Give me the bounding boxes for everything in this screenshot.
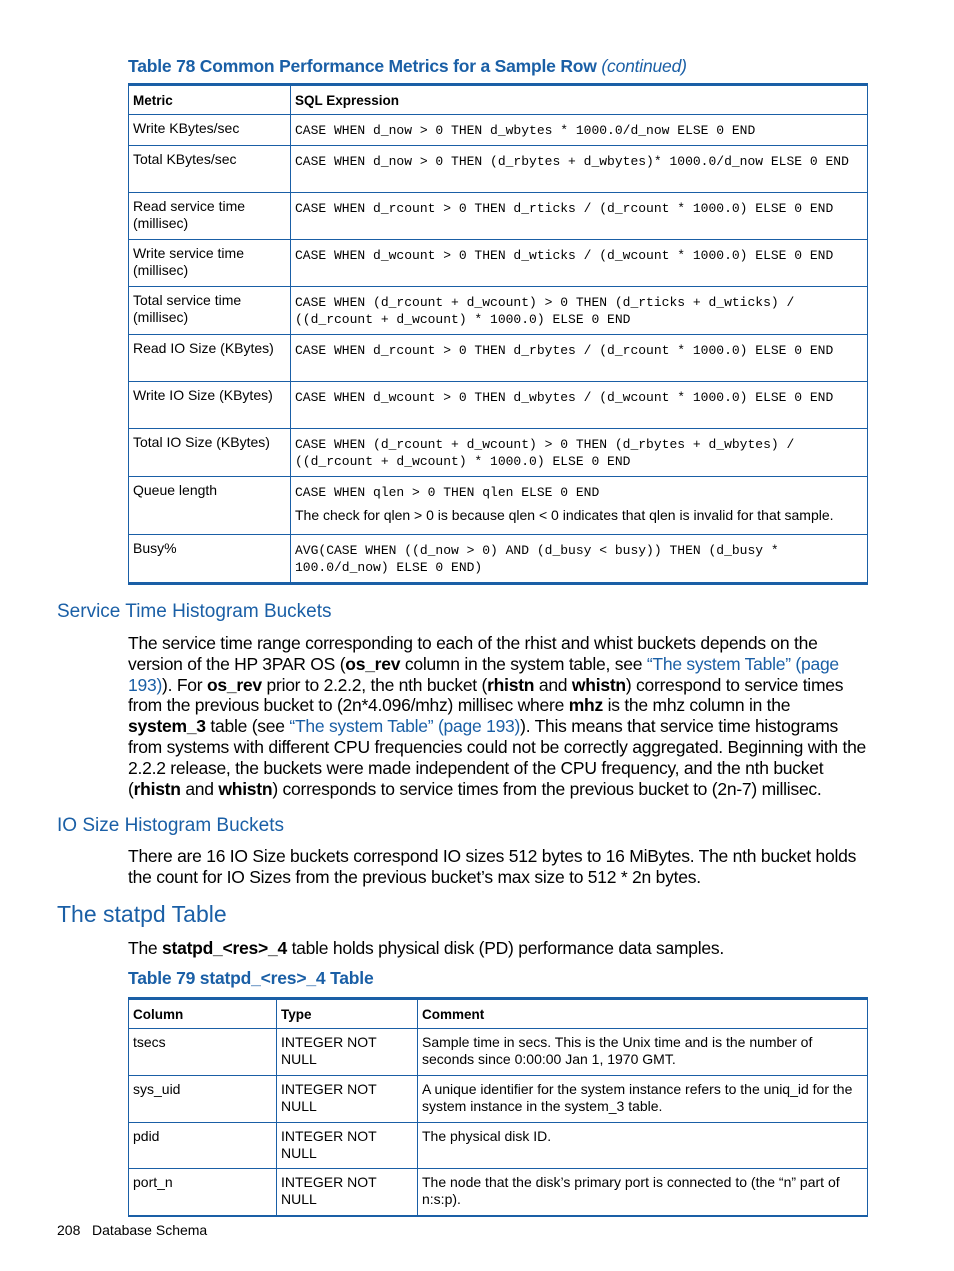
metric-cell: Total IO Size (KBytes) [129, 429, 291, 477]
table78-continued: (continued) [601, 56, 687, 76]
sql-cell: CASE WHEN d_wcount > 0 THEN d_wticks / (d_wcount * 1000.0) ELSE 0 END [291, 240, 868, 287]
text-run: and [180, 778, 219, 799]
table-row [129, 115, 868, 146]
text-run: prior to 2.2.2, the nth bucket ( [261, 674, 488, 695]
text-run: ) corresponds to service times from the previous bucket to (2n-7) millisec. [272, 778, 822, 799]
table-row [129, 240, 868, 287]
table79-caption: Table 79 statpd_<res>_4 Table [128, 968, 374, 988]
sql-cell: CASE WHEN d_now > 0 THEN (d_rbytes + d_wbytes)* 1000.0/d_now ELSE 0 END [291, 146, 868, 193]
page-number: 208 [57, 1222, 81, 1238]
bold-term: os_rev [345, 653, 401, 674]
text-run: The service time range corresponding to each of the rhist and whist buckets depends on the version of the HP 3PAR OS ( [128, 633, 818, 674]
sql-cell: CASE WHEN d_rcount > 0 THEN d_rbytes / (d_rcount * 1000.0) ELSE 0 END [291, 335, 868, 382]
comment-cell: The physical disk ID. [418, 1123, 868, 1169]
io-size-heading: IO Size Histogram Buckets [57, 815, 285, 836]
table79-header-column: Column [129, 999, 277, 1029]
table78-header-row [129, 85, 868, 115]
text-run: and [534, 674, 572, 695]
table79 [128, 997, 868, 1217]
bold-term: os_rev [206, 674, 262, 695]
sql-cell: CASE WHEN d_now > 0 THEN d_wbytes * 1000.0/d_now ELSE 0 END [291, 115, 868, 146]
sql-cell: CASE WHEN d_rcount > 0 THEN d_rticks / (d_rcount * 1000.0) ELSE 0 END [291, 193, 868, 240]
table-row [129, 1029, 868, 1076]
metric-cell: Read IO Size (KBytes) [129, 335, 291, 382]
table-row [129, 477, 868, 535]
table79-header-comment: Comment [418, 999, 868, 1029]
sql-cell: CASE WHEN d_wcount > 0 THEN d_wbytes / (d_wcount * 1000.0) ELSE 0 END [291, 382, 868, 429]
bold-term: rhistn [487, 674, 535, 695]
bold-term: statpd_<res>_4 [162, 938, 287, 958]
metric-cell: Total KBytes/sec [129, 146, 291, 193]
column-cell: sys_uid [129, 1076, 277, 1123]
text-run: is the mhz column in the [602, 695, 791, 716]
table78-header-sql: SQL Expression [291, 85, 868, 115]
table-row [129, 1076, 868, 1123]
table78 [128, 83, 868, 585]
column-cell: port_n [129, 1169, 277, 1216]
table79-header-row [129, 999, 868, 1029]
sql-text: CASE WHEN qlen > 0 THEN qlen ELSE 0 END [295, 485, 600, 500]
table-row [129, 287, 868, 335]
table79-header-type: Type [277, 999, 418, 1029]
text-run: table (see [205, 716, 290, 737]
table-row [129, 1123, 868, 1169]
comment-cell: Sample time in secs. This is the Unix time and is the number of seconds since 0:00:00 Jan 1, 1970 GMT. [418, 1029, 868, 1076]
text-run: ) correspond to service times from the previous bucket to (2n*4.096/mhz) millisec where [128, 674, 844, 716]
bold-term: whistn [218, 778, 273, 799]
page-footer [57, 1222, 207, 1238]
table-row [129, 382, 868, 429]
system-table-link[interactable]: “The system Table” (page 193) [128, 653, 839, 695]
bold-term: mhz [568, 695, 603, 716]
statpd-paragraph [128, 938, 870, 959]
table-row [129, 193, 868, 240]
metric-cell: Queue length [129, 477, 291, 535]
table78-header-metric: Metric [129, 85, 291, 115]
table-row [129, 146, 868, 193]
metric-cell: Write KBytes/sec [129, 115, 291, 146]
metric-cell: Write IO Size (KBytes) [129, 382, 291, 429]
text-run: table holds physical disk (PD) performance data samples. [286, 938, 725, 958]
type-cell: INTEGER NOT NULL [277, 1123, 418, 1169]
sql-cell: CASE WHEN (d_rcount + d_wcount) > 0 THEN (d_rticks + d_wticks) / ((d_rcount + d_wcount) * 1000.0) ELSE 0 END [291, 287, 868, 335]
type-cell: INTEGER NOT NULL [277, 1169, 418, 1216]
table78-caption-text: Table 78 Common Performance Metrics for a Sample Row [128, 56, 597, 76]
table78-caption [128, 56, 687, 77]
column-cell: pdid [129, 1123, 277, 1169]
metric-cell: Write service time (millisec) [129, 240, 291, 287]
footer-section: Database Schema [92, 1222, 208, 1238]
service-time-paragraph [128, 633, 870, 799]
table-row [129, 429, 868, 477]
sql-cell: AVG(CASE WHEN ((d_now > 0) AND (d_busy < busy)) THEN (d_busy * 100.0/d_now) ELSE 0 END) [291, 535, 868, 584]
table-row [129, 1169, 868, 1216]
metric-cell: Busy% [129, 535, 291, 584]
text-run: column in the system table, see [400, 653, 647, 674]
statpd-heading: The statpd Table [57, 901, 227, 927]
metric-cell: Read service time (millisec) [129, 193, 291, 240]
table-row [129, 335, 868, 382]
type-cell: INTEGER NOT NULL [277, 1029, 418, 1076]
text-run: ). For [162, 674, 207, 695]
bold-term: whistn [571, 674, 626, 695]
text-run: The [128, 938, 163, 958]
table-row [129, 535, 868, 584]
system-table-link[interactable]: “The system Table” (page 193) [289, 716, 521, 737]
comment-cell: The node that the disk’s primary port is connected to (the “n” part of n:s:p). [418, 1169, 868, 1216]
metric-cell: Total service time (millisec) [129, 287, 291, 335]
service-time-heading: Service Time Histogram Buckets [57, 601, 332, 622]
io-size-paragraph: There are 16 IO Size buckets correspond IO sizes 512 bytes to 16 MiBytes. The nth bucket holds the count for IO Sizes from the previous bucket’s max size to 512 * 2n bytes. [128, 846, 857, 887]
bold-term: system_3 [128, 716, 206, 737]
sql-cell [291, 477, 868, 535]
type-cell: INTEGER NOT NULL [277, 1076, 418, 1123]
text-run: ). This means that service time histograms from systems with different CPU frequencies could not be correctly aggregated. Beginning with the 2.2.2 release, the buckets were made independent of the CPU frequency, and the nth bucket ( [128, 716, 867, 799]
bold-term: rhistn [133, 778, 181, 799]
sql-note: The check for qlen > 0 is because qlen < 0 indicates that qlen is invalid for that sample. [295, 507, 834, 523]
sql-cell: CASE WHEN (d_rcount + d_wcount) > 0 THEN (d_rbytes + d_wbytes) / ((d_rcount + d_wcount) * 1000.0) ELSE 0 END [291, 429, 868, 477]
comment-cell: A unique identifier for the system instance refers to the uniq_id for the system instance in the system_3 table. [418, 1076, 868, 1123]
column-cell: tsecs [129, 1029, 277, 1076]
